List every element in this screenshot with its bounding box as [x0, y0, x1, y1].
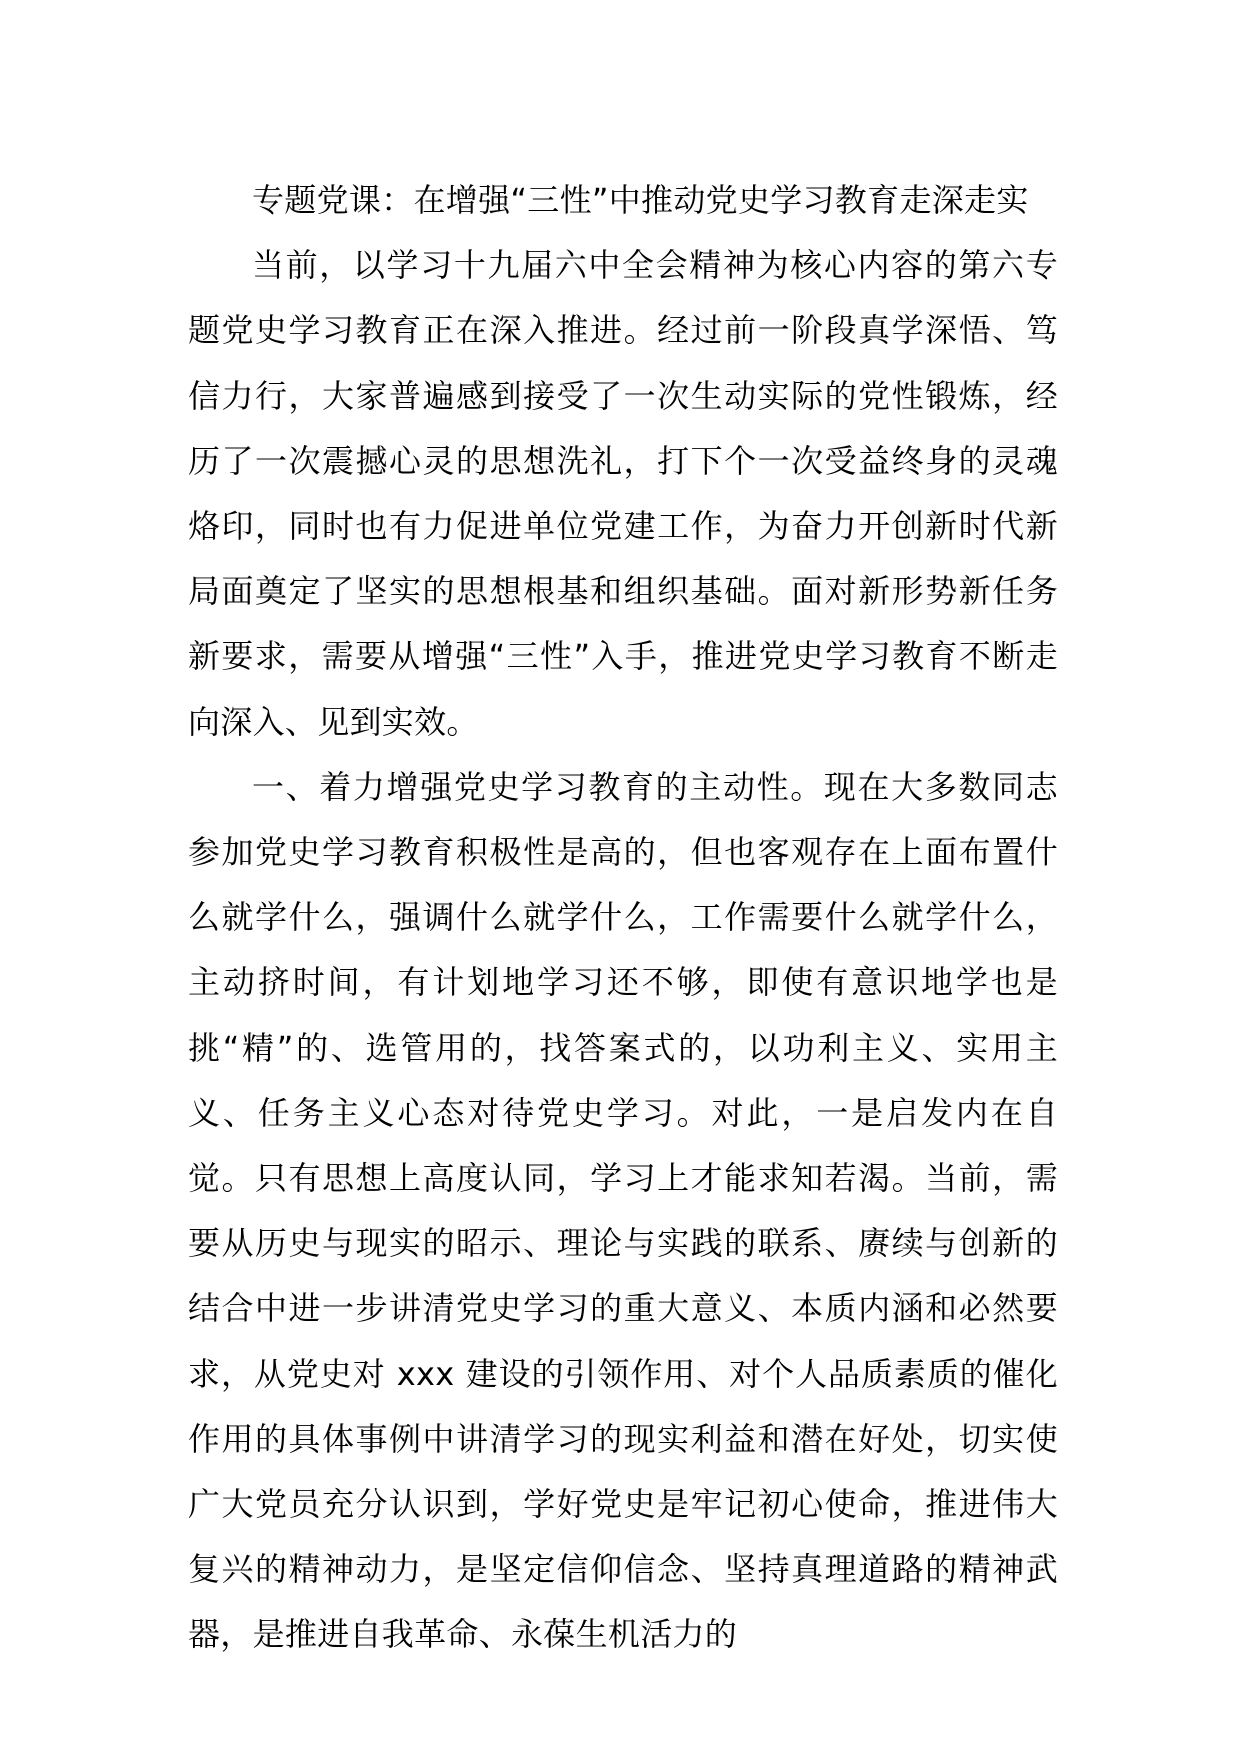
paragraph-intro: 当前，以学习十九届六中全会精神为核心内容的第六专题党史学习教育正在深入推进。经过前一阶段真学深悟、笃信力行，大家普遍感到接受了一次生动实际的党性锻炼，经历了一次震撼心灵的思想洗礼，打下个一次受益终身的灵魂烙印，同时也有力促进单位党建工作，为奋力开创新时代新局面奠定了坚实的思想根基和组织基础。面对新形势新任务新要求，需要从增强“三性”入手，推进党史学习教育不断走向深入、见到实效。: [188, 246, 1058, 741]
document-title: 专题党课：在增强“三性”中推动党史学习教育走深走实: [252, 181, 1029, 219]
document-body: [188, 168, 1058, 1668]
paragraph-section-one: 一、着力增强党史学习教育的主动性。现在大多数同志参加党史学习教育积极性是高的，但也客观存在上面布置什么就学什么，强调什么就学什么，工作需要什么就学什么，主动挤时间，有计划地学习还不够，即使有意识地学也是挑“精”的、选管用的，找答案式的，以功利主义、实用主义、任务主义心态对待党史学习。对此，一是启发内在自觉。只有思想上高度认同，学习上才能求知若渴。当前，需要从历史与现实的昭示、理论与实践的联系、赓续与创新的结合中进一步讲清党史学习的重大意义、本质内涵和必然要求，从党史对 xxx 建设的引领作用、对个人品质素质的催化作用的具体事例中讲清学习的现实利益和潜在好处，切实使广大党员充分认识到，学好党史是牢记初心使命，推进伟大复兴的精神动力，是坚定信仰信念、坚持真理道路的精神武器，是推进自我革命、永葆生机活力的: [188, 767, 1058, 1654]
